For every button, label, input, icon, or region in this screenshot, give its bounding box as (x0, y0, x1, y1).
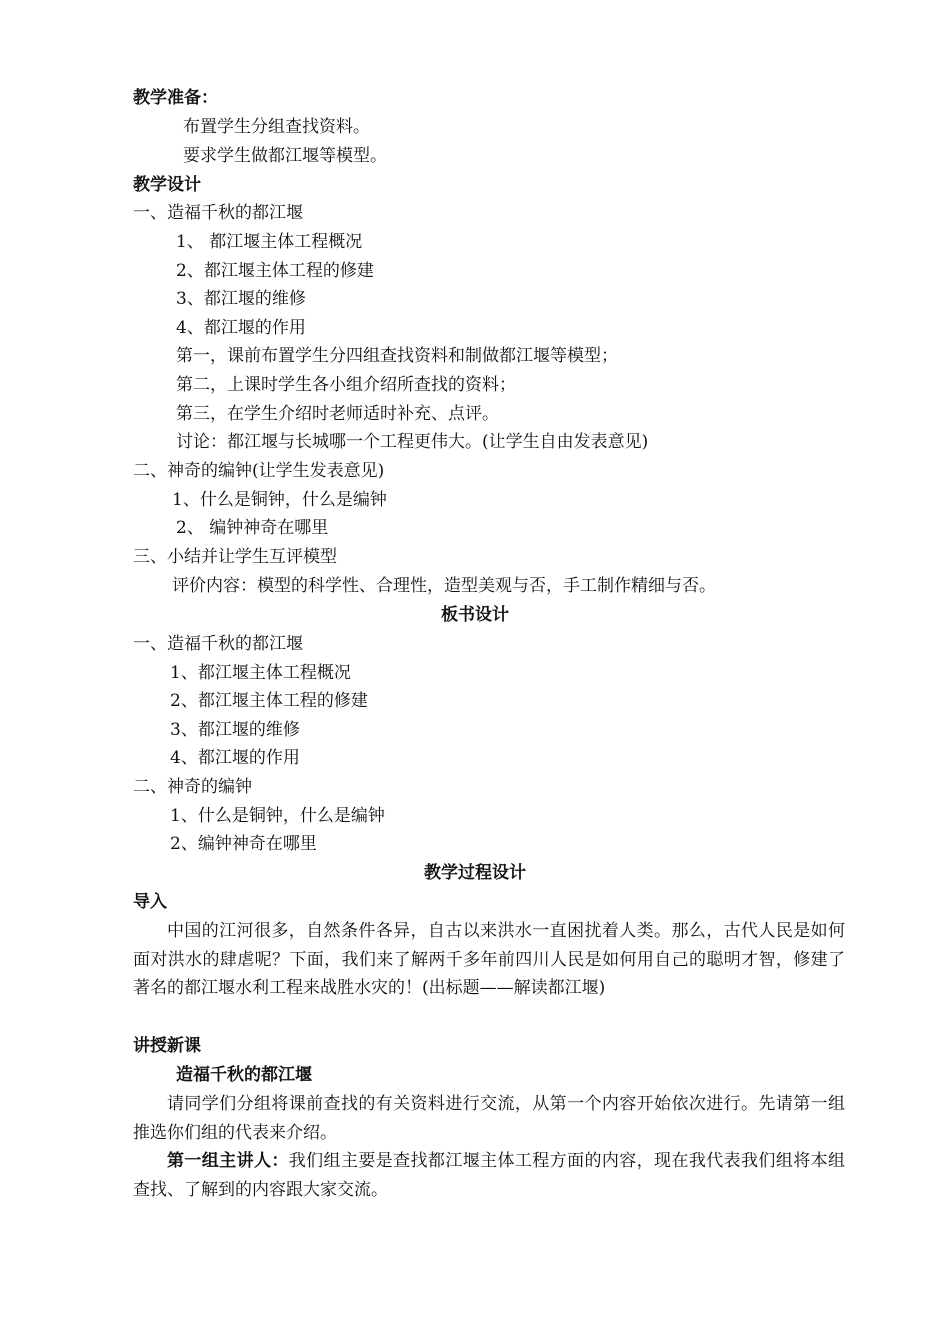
prep-heading: 教学准备： (133, 88, 218, 108)
design-section1-item: 4、都江堰的作用 (176, 318, 306, 338)
design-section2-title: 二、神奇的编钟(让学生发表意见) (133, 461, 385, 481)
board-section1-item: 3、都江堰的维修 (170, 720, 300, 740)
design-section1-title: 一、造福千秋的都江堰 (133, 203, 303, 223)
board-section2-title: 二、神奇的编钟 (133, 777, 252, 797)
design-discussion: 讨论：都江堰与长城哪一个工程更伟大。(让学生自由发表意见) (176, 432, 649, 452)
board-section2-item: 2、编钟神奇在哪里 (170, 834, 317, 854)
intro-paragraph: 中国的江河很多，自然条件各异，自古以来洪水一直困扰着人类。那么，古代人民是如何面对洪水的肆虐呢？下面，我们来了解两千多年前四川人民是如何用自己的聪明才智，修建了著名的都江堰水利工程来战胜水灾的！(出标题——解读都江堰) (133, 921, 845, 999)
board-section1-item: 2、都江堰主体工程的修建 (170, 691, 368, 711)
process-heading: 教学过程设计 (424, 863, 526, 883)
board-section1-title: 一、造福千秋的都江堰 (133, 634, 303, 654)
speaker-paragraph (133, 1147, 845, 1204)
design-section2-item: 2、 编钟神奇在哪里 (176, 518, 329, 538)
design-section3-title: 三、小结并让学生互评模型 (133, 547, 337, 567)
design-step: 第三，在学生介绍时老师适时补充、点评。 (176, 404, 499, 424)
speaker-label: 第一组主讲人： (167, 1151, 289, 1171)
design-eval: 评价内容：模型的科学性、合理性，造型美观与否，手工制作精细与否。 (172, 576, 716, 596)
lesson-subheading: 造福千秋的都江堰 (176, 1065, 312, 1085)
board-section1-item: 1、都江堰主体工程概况 (170, 663, 351, 683)
board-section2-item: 1、什么是铜钟，什么是编钟 (170, 806, 385, 826)
design-section1-item: 3、都江堰的维修 (176, 289, 306, 309)
prep-item: 要求学生做都江堰等模型。 (183, 146, 387, 166)
speaker-text: 我们组主要是查找都江堰主体工程方面的内容，现在我代表我们组将本组查找、了解到的内容跟大家交流。 (133, 1151, 846, 1200)
design-step: 第一，课前布置学生分四组查找资料和制做都江堰等模型； (176, 346, 618, 366)
design-section1-item: 1、 都江堰主体工程概况 (176, 232, 363, 252)
board-heading: 板书设计 (441, 605, 509, 625)
board-section1-item: 4、都江堰的作用 (170, 748, 300, 768)
new-lesson-heading: 讲授新课 (133, 1036, 201, 1056)
design-heading: 教学设计 (133, 175, 201, 195)
lesson-paragraph: 请同学们分组将课前查找的有关资料进行交流，从第一个内容开始依次进行。先请第一组推选你们组的代表来介绍。 (133, 1094, 845, 1143)
design-step: 第二，上课时学生各小组介绍所查找的资料； (176, 375, 516, 395)
prep-item: 布置学生分组查找资料。 (183, 117, 370, 137)
design-section2-item: 1、什么是铜钟，什么是编钟 (172, 490, 387, 510)
intro-heading: 导入 (133, 892, 167, 912)
design-section1-item: 2、都江堰主体工程的修建 (176, 261, 374, 281)
